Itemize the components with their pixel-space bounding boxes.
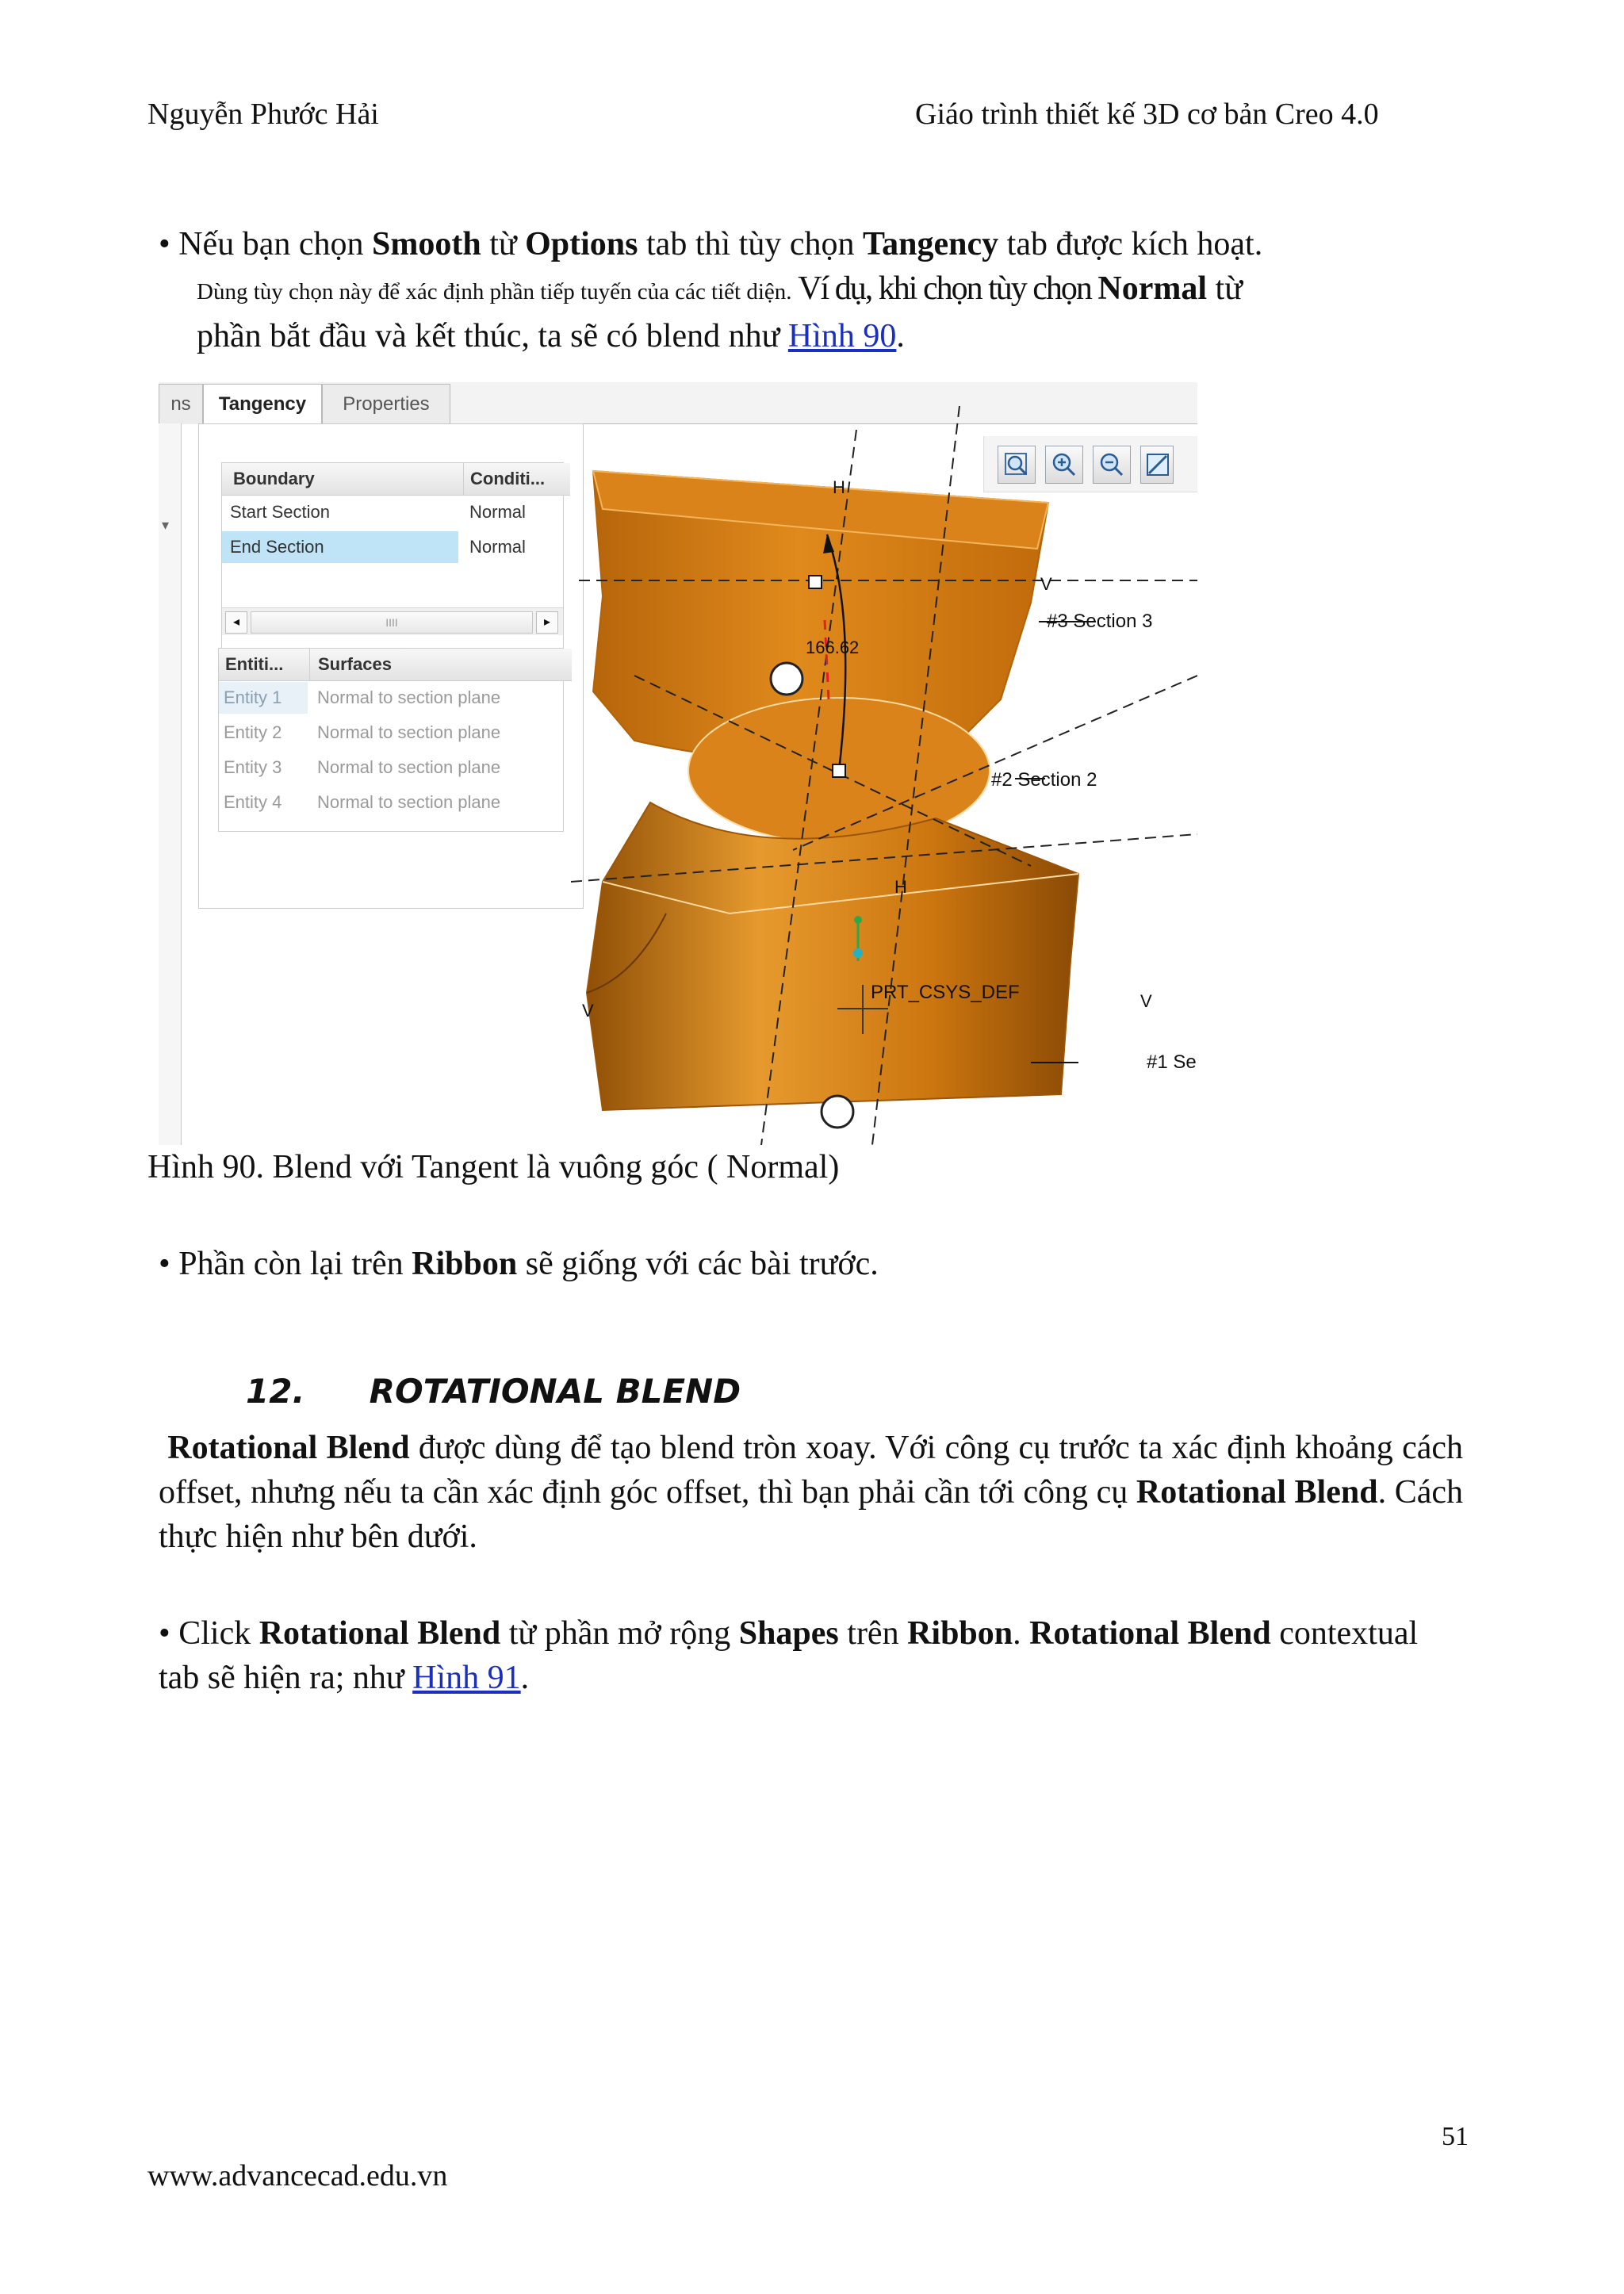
tab-tangency[interactable]: Tangency: [203, 384, 322, 426]
section-heading: [246, 1372, 741, 1411]
bullet: •: [159, 1246, 170, 1282]
figure-link-90[interactable]: Hình 90: [787, 318, 897, 354]
bullet: •: [159, 1615, 170, 1652]
blend-model-view[interactable]: [159, 358, 1197, 1145]
table-cell-surface[interactable]: Normal to section plane: [317, 792, 501, 812]
table-cell-surface[interactable]: Normal to section plane: [317, 722, 501, 742]
table-row-end-section[interactable]: End Section: [222, 531, 458, 563]
column-header-surfaces[interactable]: Surfaces: [309, 649, 572, 681]
page-number: 51: [1442, 2122, 1469, 2151]
footer-url[interactable]: www.advancecad.edu.vn: [147, 2159, 448, 2193]
section-1-label: #1 Se: [1147, 1051, 1197, 1073]
axis-v-label: V: [582, 1001, 594, 1021]
table-row-entity[interactable]: Entity 4: [224, 792, 282, 812]
paragraph-rotational-blend: Rotational Blend được dùng để tạo blend tròn xoay. Với công cụ trước ta xác định khoảng cách offset, nhưng nếu ta cần xác định góc offset, thì bạn phải cần tới công cụ Rotational Blend. Cách thực hiện như bên dưới.: [159, 1430, 1464, 1555]
csys-label: PRT_CSYS_DEF: [871, 982, 1020, 1003]
table-cell-surface[interactable]: Normal to section plane: [317, 687, 501, 707]
figure-caption: Hình 90. Blend với Tangent là vuông góc ( Normal): [147, 1149, 840, 1185]
table-cell-condition[interactable]: Normal: [469, 537, 526, 557]
scroll-thumb[interactable]: IIII: [251, 611, 533, 634]
bullet: •: [159, 226, 170, 262]
section-2-label: #2 Section 2: [991, 769, 1097, 791]
table-cell-surface[interactable]: Normal to section plane: [317, 757, 501, 777]
header-book-title: Giáo trình thiết kế 3D cơ bản Creo 4.0: [915, 98, 1379, 131]
figure-90-creo-screenshot: [159, 358, 1197, 1145]
section-3-label: #3 Section 3: [1047, 611, 1153, 632]
table-row-start-section[interactable]: Start Section: [230, 502, 330, 522]
scroll-right-icon[interactable]: ▸: [536, 611, 558, 634]
table-cell-condition[interactable]: Normal: [469, 502, 526, 522]
column-header-boundary[interactable]: Boundary: [222, 463, 463, 496]
tab-properties[interactable]: Properties: [322, 384, 450, 424]
dimension-label[interactable]: 166.62: [806, 638, 860, 657]
axis-h-label: H: [894, 877, 907, 897]
header-author: Nguyễn Phước Hải: [147, 98, 379, 131]
table-row-entity[interactable]: Entity 3: [224, 757, 282, 777]
section-number: 12.: [246, 1372, 305, 1411]
paragraph-ribbon: • Phần còn lại trên Ribbon sẽ giống với các bài trước.: [159, 1246, 879, 1282]
paragraph-click-rotational-blend: • Click Rotational Blend từ phần mở rộng Shapes trên Ribbon. Rotational Blend contextual tab sẽ hiện ra; như Hình 91.: [159, 1615, 1419, 1696]
axis-v-label: V: [1140, 991, 1152, 1011]
tab-options[interactable]: ns: [159, 384, 203, 424]
figure-link-91[interactable]: Hình 91: [412, 1660, 521, 1696]
table-row-entity[interactable]: Entity 1: [219, 682, 308, 714]
column-header-condition[interactable]: Conditi...: [463, 463, 570, 496]
paragraph-smooth-tangency: • Nếu bạn chọn Smooth từ Options tab thì tùy chọn Tangency tab được kích hoạt. Dùng tùy chọn này để xác định phần tiếp tuyến của các tiết diện. Ví dụ, khi chọn tùy chọn Normal từ phần bắt đầu và kết thúc, ta sẽ có blend như Hình 90.: [159, 226, 1263, 354]
axis-v-label: V: [1040, 574, 1052, 594]
scroll-left-icon[interactable]: ◂: [225, 611, 247, 634]
section-title: ROTATIONAL BLEND: [369, 1372, 741, 1411]
table-row-entity[interactable]: Entity 2: [224, 722, 282, 742]
chevron-down-icon[interactable]: ▾: [162, 517, 170, 533]
column-header-entities[interactable]: Entiti...: [219, 649, 309, 681]
axis-h-label: H: [833, 477, 845, 497]
